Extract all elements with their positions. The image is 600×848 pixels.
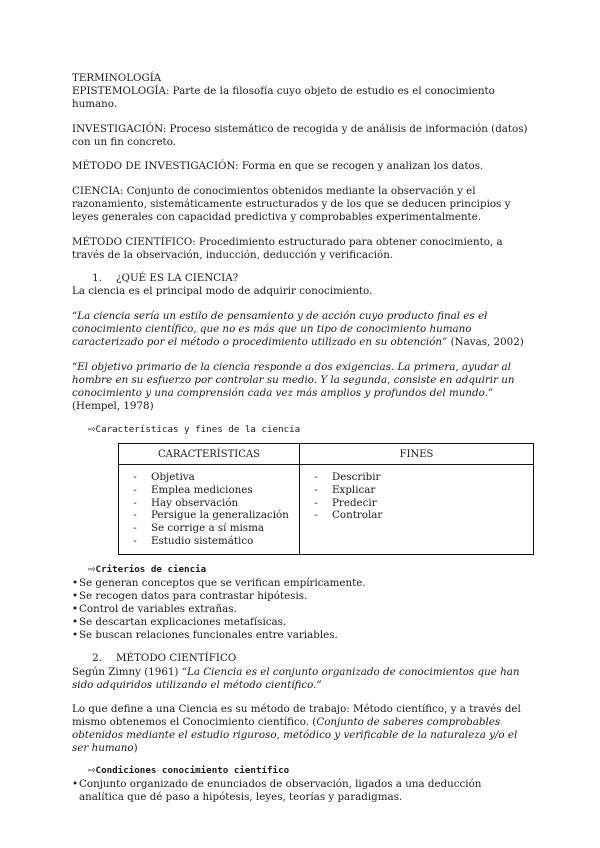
criterios-heading-text: Criterios de ciencia bbox=[95, 563, 207, 575]
list-item: - Controlar bbox=[314, 509, 383, 522]
definition-ciencia: CIENCIA: Conjunto de conocimientos obtenidos mediante la observación y el razonamiento, sistemáticamente estructurados y de los que se deducen principios y leyes generales con capacidad predictiva y comprobables experimentalmente. bbox=[72, 185, 511, 224]
list-item: - Explicar bbox=[314, 483, 376, 496]
section-title: MÉTODO CIENTÍFICO bbox=[116, 652, 237, 665]
quote-text: “La ciencia sería un estilo de pensamiento y de acción cuyo producto final es el conocimiento científico, que no es más que un tipo de conocimiento humano caracterizado por el método o procedimiento utilizado en su obtención” bbox=[72, 309, 488, 348]
arrow-right-icon: ⇨ bbox=[88, 424, 96, 435]
section-1-heading bbox=[72, 272, 528, 285]
table-heading-text: Características y fines de la ciencia bbox=[95, 423, 301, 435]
metodo-paragraph: Lo que define a una Ciencia es su método de trabajo: Método científico, y a través del mismo obtenemos el Conocimiento científico. (Conjunto de saberes comprobables obtenidos mediante el estudio riguroso, metódico y verificable de la naturaleza y/o el ser humano) bbox=[72, 703, 521, 755]
fines-list bbox=[300, 471, 533, 522]
condiciones-list bbox=[72, 778, 528, 804]
section-number: 1. bbox=[92, 272, 102, 285]
list-item: - Emplea mediciones bbox=[133, 483, 253, 496]
page-heading: TERMINOLOGÍA bbox=[72, 72, 162, 84]
list-item: - Describir bbox=[314, 471, 381, 484]
table-heading bbox=[88, 423, 528, 437]
table-header-fines: FINES bbox=[300, 443, 534, 464]
section-2-heading bbox=[72, 652, 528, 665]
quote-navas bbox=[72, 310, 528, 349]
list-item: - Estudio sistemático bbox=[133, 535, 254, 548]
list-item: • Se generan conceptos que se verifican empíricamente. bbox=[72, 576, 366, 589]
quote-citation: (Navas, 2002) bbox=[447, 335, 524, 348]
list-item: - Hay observación bbox=[133, 496, 239, 509]
list-item: • Control de variables extrañas. bbox=[72, 603, 237, 616]
table-header-caracteristicas: CARACTERÍSTICAS bbox=[119, 443, 300, 464]
section-number: 2. bbox=[92, 652, 102, 665]
list-item: • Se descartan explicaciones metafísicas. bbox=[72, 616, 287, 629]
caracteristicas-list bbox=[119, 471, 299, 548]
definition-epistemologia: EPISTEMOLOGÍA: Parte de la filosofía cuyo objeto de estudio es el conocimiento humano. bbox=[72, 85, 495, 111]
list-item: - Predecir bbox=[314, 496, 377, 509]
section-title: ¿QUÉ ES LA CIENCIA? bbox=[116, 272, 239, 285]
definition-investigacion: INVESTIGACIÓN: Proceso sistemático de recogida y de análisis de información (datos) con un fin concreto. bbox=[72, 122, 528, 148]
criterios-list bbox=[72, 577, 528, 642]
arrow-right-icon: ⇨ bbox=[88, 564, 96, 575]
definition-metodo-cientifico: MÉTODO CIENTÍFICO: Procedimiento estructurado para obtener conocimiento, a través de la observación, inducción, deducción y verificación. bbox=[72, 235, 503, 261]
quote-text: “El objetivo primario de la ciencia responde a dos exigencias. La primera, ayudar al hombre en su esfuerzo por controlar su medio. Y la segunda, consiste en adquirir un conocimiento y una comprensión cada vez más amplios y profundos del mundo.” bbox=[72, 360, 515, 399]
quote-text: “La Ciencia es el conjunto organizado de conocimientos que han sido adquiridos utilizando el método científico.” bbox=[72, 665, 520, 691]
section-1-intro: La ciencia es el principal modo de adquirir conocimiento. bbox=[72, 285, 373, 298]
list-item: • Se recogen datos para contrastar hipótesis. bbox=[72, 590, 308, 603]
caracteristicas-cell bbox=[119, 465, 300, 555]
characteristics-table bbox=[118, 443, 534, 555]
list-item: • Conjunto organizado de enunciados de observación, ligados a una deducción analítica que dé paso a hipótesis, leyes, teorías y paradigmas. bbox=[72, 777, 482, 803]
list-item: - Persigue la generalización bbox=[133, 509, 289, 522]
quote-zimny: Según Zimny (1961) “La Ciencia es el conjunto organizado de conocimientos que han sido adquiridos utilizando el método científico.” bbox=[72, 665, 520, 691]
document-page bbox=[72, 72, 528, 804]
condiciones-heading bbox=[88, 764, 528, 778]
list-item: - Objetiva bbox=[133, 471, 195, 484]
fines-cell bbox=[300, 465, 534, 555]
quote-hempel bbox=[72, 361, 528, 413]
criterios-heading bbox=[88, 563, 528, 577]
list-item: - Se corrige a sí misma bbox=[133, 522, 264, 535]
list-item: • Se buscan relaciones funcionales entre variables. bbox=[72, 629, 338, 642]
arrow-right-icon: ⇨ bbox=[88, 765, 96, 776]
condiciones-heading-text: Condiciones conocimiento científico bbox=[95, 764, 290, 776]
definition-metodo-investigacion: MÉTODO DE INVESTIGACIÓN: Forma en que se recogen y analizan los datos. bbox=[72, 160, 484, 173]
quote-citation: (Hempel, 1978) bbox=[72, 399, 154, 412]
